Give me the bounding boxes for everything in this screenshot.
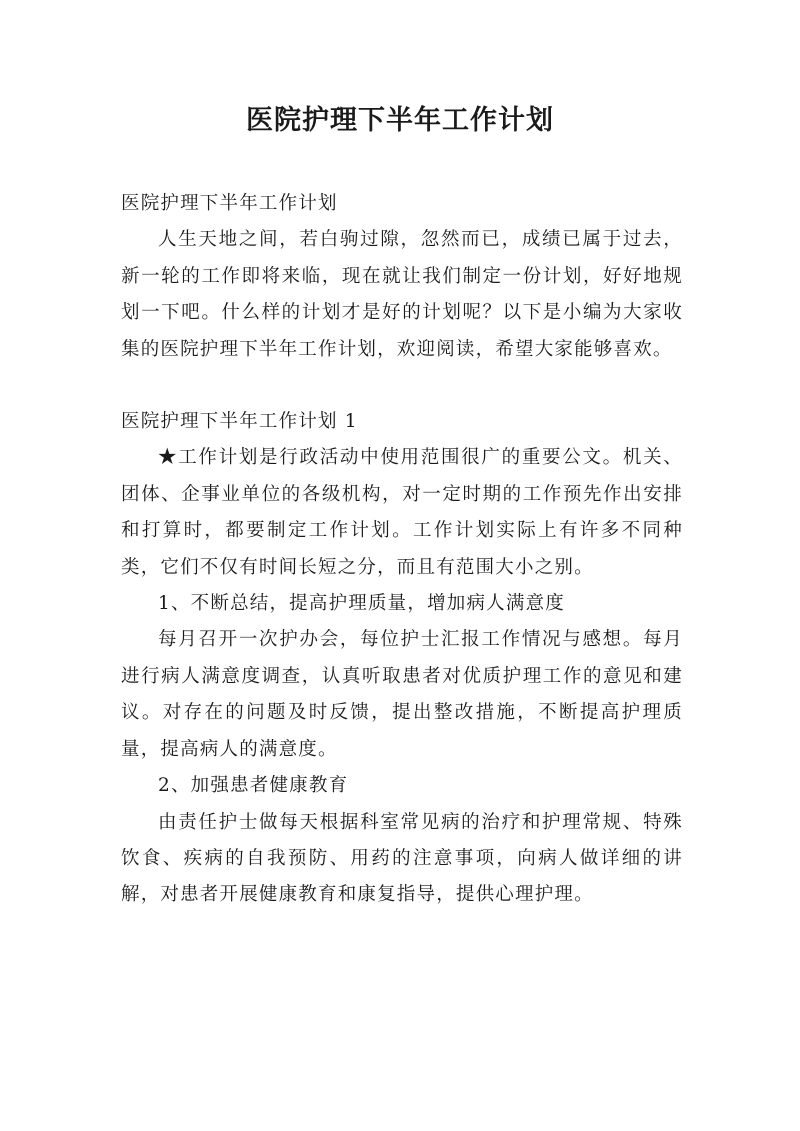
section-heading-plan-1: 医院护理下半年工作计划 1 — [121, 411, 358, 433]
item-heading-1: 1、不断总结，提高护理质量，增加病人满意度 — [158, 593, 565, 615]
document-body — [121, 186, 683, 914]
item-heading-2: 2、加强患者健康教育 — [158, 775, 349, 797]
section-heading-intro: 医院护理下半年工作计划 — [121, 193, 338, 214]
intro-paragraph: 人生天地之间，若白驹过隙，忽然而已，成绩已属于过去，新一轮的工作即将来临，现在就让我们制定一份计划，好好地规划一下吧。什么样的计划才是好的计划呢？以下是小编为大家收集的医院护理下半年工作计划，欢迎阅读，希望大家能够喜欢。 — [121, 229, 683, 360]
item-body-2: 由责任护士做每天根据科室常见病的治疗和护理常规、特殊饮食、疾病的自我预防、用药的注意事项，向病人做详细的讲解，对患者开展健康教育和康复指导，提供心理护理。 — [121, 811, 683, 906]
plan-definition-paragraph: ★工作计划是行政活动中使用范围很广的重要公文。机关、团体、企事业单位的各级机构，对一定时期的工作预先作出安排和打算时，都要制定工作计划。工作计划实际上有许多不同种类，它们不仅有时间长短之分，而且有范围大小之别。 — [121, 447, 683, 578]
item-body-1: 每月召开一次护办会，每位护士汇报工作情况与感想。每月进行病人满意度调查，认真听取患者对优质护理工作的意见和建议。对存在的问题及时反馈，提出整改措施，不断提高护理质量，提高病人的满意度。 — [121, 629, 683, 760]
document-title: 医院护理下半年工作计划 — [246, 105, 554, 136]
